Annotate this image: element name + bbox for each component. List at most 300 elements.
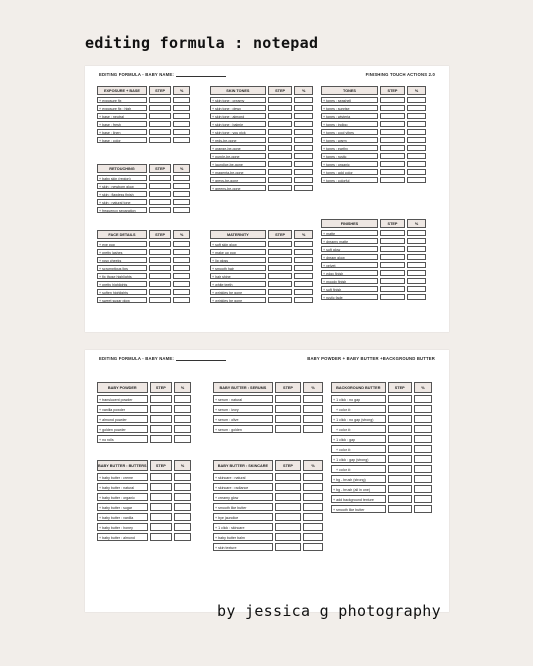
action-label: + 1 click : skincare <box>213 523 273 531</box>
formula-sheet-finishing-touch <box>85 66 449 332</box>
action-label: + tones : sunrise <box>321 105 378 111</box>
step-input-cell[interactable] <box>275 543 301 551</box>
step-input-cell[interactable] <box>149 137 171 143</box>
percent-input-cell[interactable] <box>173 249 190 255</box>
percent-input-cell[interactable] <box>173 199 190 205</box>
action-label: + base : linen <box>97 129 147 135</box>
step-input-cell[interactable] <box>149 175 171 181</box>
action-label: + base : fresh <box>97 121 147 127</box>
step-input-cell[interactable] <box>388 475 412 483</box>
step-input-cell[interactable] <box>149 113 171 119</box>
retouching-table <box>97 164 190 213</box>
action-label: + fix those highlights <box>97 273 147 279</box>
step-input-cell[interactable] <box>380 113 405 119</box>
step-input-cell[interactable] <box>150 513 173 521</box>
action-label: + exposure fix : high <box>97 105 147 111</box>
percent-input-cell[interactable] <box>414 505 432 513</box>
percent-input-cell[interactable] <box>303 395 323 403</box>
action-label: + golden powder <box>97 425 148 433</box>
percent-input-cell[interactable] <box>407 177 426 183</box>
table-header-percent: % <box>173 86 190 95</box>
step-input-cell[interactable] <box>275 513 301 521</box>
action-label: + soften highlights <box>97 289 147 295</box>
tones-table <box>321 86 426 183</box>
percent-input-cell[interactable] <box>407 286 426 292</box>
percent-input-cell[interactable] <box>407 121 426 127</box>
action-label: + no rolls <box>97 435 148 443</box>
sheet-right-title: BABY POWDER + BABY BUTTER +BACKGROUND BUTTER <box>307 356 435 361</box>
action-label: + skin tone : balmie <box>210 121 266 127</box>
step-input-cell[interactable] <box>268 129 293 135</box>
percent-input-cell[interactable] <box>173 121 190 127</box>
table-header-title: BABY BUTTER : SERUMS <box>213 382 273 393</box>
step-input-cell[interactable] <box>149 273 171 279</box>
table-header-title: BABY POWDER <box>97 382 148 393</box>
table-header-percent: % <box>414 382 432 393</box>
step-input-cell[interactable] <box>380 238 405 244</box>
step-input-cell[interactable] <box>275 483 301 491</box>
percent-input-cell[interactable] <box>407 278 426 284</box>
percent-input-cell[interactable] <box>294 281 313 287</box>
percent-input-cell[interactable] <box>294 161 313 167</box>
percent-input-cell[interactable] <box>294 113 313 119</box>
step-input-cell[interactable] <box>275 425 301 433</box>
action-label: + smooth like butter <box>331 505 386 513</box>
percent-input-cell[interactable] <box>174 483 191 491</box>
percent-input-cell[interactable] <box>173 297 190 303</box>
action-label: + base : neutral <box>97 113 147 119</box>
step-input-cell[interactable] <box>149 199 171 205</box>
percent-input-cell[interactable] <box>174 425 191 433</box>
byline: by jessica g photography <box>217 602 441 620</box>
step-input-cell[interactable] <box>149 105 171 111</box>
percent-input-cell[interactable] <box>407 238 426 244</box>
skincare-table <box>213 460 323 551</box>
step-input-cell[interactable] <box>388 465 412 473</box>
percent-input-cell[interactable] <box>407 153 426 159</box>
step-input-cell[interactable] <box>380 161 405 167</box>
action-label: + serum : golden <box>213 425 273 433</box>
percent-input-cell[interactable] <box>294 137 313 143</box>
step-input-cell[interactable] <box>275 523 301 531</box>
step-input-cell[interactable] <box>268 281 293 287</box>
action-label: + frequency separation <box>97 207 147 213</box>
percent-input-cell[interactable] <box>173 129 190 135</box>
percent-input-cell[interactable] <box>414 425 432 433</box>
formula-sheet-baby-butter <box>85 350 449 612</box>
table-header-step: STEP <box>149 86 171 95</box>
table-header-percent: % <box>174 382 191 393</box>
step-input-cell[interactable] <box>150 483 173 491</box>
table-header-percent: % <box>303 460 323 471</box>
maternity-table <box>210 230 313 303</box>
action-label: + 1 click : no gap <box>331 395 386 403</box>
percent-input-cell[interactable] <box>294 153 313 159</box>
step-input-cell[interactable] <box>150 533 173 541</box>
step-input-cell[interactable] <box>275 405 301 413</box>
action-label: + serum : ivory <box>213 405 273 413</box>
percent-input-cell[interactable] <box>174 435 191 443</box>
action-label: + skin tone : creamy <box>210 97 266 103</box>
table-header-percent: % <box>294 86 313 95</box>
percent-input-cell[interactable] <box>414 475 432 483</box>
percent-input-cell[interactable] <box>173 183 190 189</box>
action-label: + tones : cool vibes <box>321 129 378 135</box>
action-label: + wrinkles be gone <box>210 297 266 303</box>
step-input-cell[interactable] <box>388 445 412 453</box>
percent-input-cell[interactable] <box>303 473 323 481</box>
percent-input-cell[interactable] <box>407 246 426 252</box>
step-input-cell[interactable] <box>150 435 173 443</box>
step-input-cell[interactable] <box>149 97 171 103</box>
percent-input-cell[interactable] <box>294 265 313 271</box>
step-input-cell[interactable] <box>268 113 293 119</box>
percent-input-cell[interactable] <box>407 161 426 167</box>
action-label: + scrumptious lips <box>97 265 147 271</box>
action-label: + skin : flawless finish <box>97 191 147 197</box>
step-input-cell[interactable] <box>149 191 171 197</box>
percent-input-cell[interactable] <box>294 257 313 263</box>
step-input-cell[interactable] <box>388 505 412 513</box>
step-input-cell[interactable] <box>268 121 293 127</box>
action-label: + tones : wisteria <box>321 113 378 119</box>
step-input-cell[interactable] <box>150 493 173 501</box>
action-label: + bg - brush (strong) <box>331 475 386 483</box>
sheet-left-title: EDITING FORMULA - BABY NAME: <box>99 72 174 77</box>
action-label: + bg - brush (all in one) <box>331 485 386 493</box>
step-input-cell[interactable] <box>268 273 293 279</box>
percent-input-cell[interactable] <box>294 97 313 103</box>
sheet-name-field <box>99 356 226 361</box>
percent-input-cell[interactable] <box>173 105 190 111</box>
percent-input-cell[interactable] <box>407 270 426 276</box>
percent-input-cell[interactable] <box>294 249 313 255</box>
action-label: + 1 click : no gap (strong) <box>331 415 386 423</box>
step-input-cell[interactable] <box>380 137 405 143</box>
percent-input-cell[interactable] <box>303 523 323 531</box>
action-label: + baby skin (region) <box>97 175 147 181</box>
step-input-cell[interactable] <box>275 395 301 403</box>
percent-input-cell[interactable] <box>303 483 323 491</box>
step-input-cell[interactable] <box>150 425 173 433</box>
action-label: + skincare : natural <box>213 473 273 481</box>
percent-input-cell[interactable] <box>173 281 190 287</box>
table-header-percent: % <box>407 86 426 95</box>
face-table <box>97 230 190 303</box>
action-label: + tones : colorful <box>321 177 378 183</box>
percent-input-cell[interactable] <box>173 137 190 143</box>
action-label: + translucent powder <box>97 395 148 403</box>
percent-input-cell[interactable] <box>414 435 432 443</box>
percent-input-cell[interactable] <box>173 191 190 197</box>
step-input-cell[interactable] <box>150 395 173 403</box>
finishes-table <box>321 219 426 300</box>
step-input-cell[interactable] <box>268 297 293 303</box>
step-input-cell[interactable] <box>388 425 412 433</box>
action-label: + pretty lashes <box>97 249 147 255</box>
percent-input-cell[interactable] <box>173 257 190 263</box>
action-label: + sweet sugar glow <box>97 297 147 303</box>
percent-input-cell[interactable] <box>414 455 432 463</box>
page-title: editing formula : notepad <box>85 34 319 52</box>
percent-input-cell[interactable] <box>407 254 426 260</box>
step-input-cell[interactable] <box>380 286 405 292</box>
action-label: + exposure fix <box>97 97 147 103</box>
table-header-title: EXPOSURE + BASE <box>97 86 147 95</box>
percent-input-cell[interactable] <box>414 445 432 453</box>
action-label: + baby butter : vanilla <box>97 513 148 521</box>
step-input-cell[interactable] <box>388 405 412 413</box>
step-input-cell[interactable] <box>149 207 171 213</box>
step-input-cell[interactable] <box>380 169 405 175</box>
step-input-cell[interactable] <box>275 533 301 541</box>
action-label: + reds-be-gone <box>210 137 266 143</box>
action-label: + 1 click : gap (strong) <box>331 455 386 463</box>
step-input-cell[interactable] <box>388 415 412 423</box>
step-input-cell[interactable] <box>149 249 171 255</box>
action-label: + dream glow <box>321 254 378 260</box>
step-input-cell[interactable] <box>150 415 173 423</box>
percent-input-cell[interactable] <box>294 121 313 127</box>
percent-input-cell[interactable] <box>174 473 191 481</box>
percent-input-cell[interactable] <box>294 273 313 279</box>
step-input-cell[interactable] <box>380 153 405 159</box>
table-header-percent: % <box>173 230 190 239</box>
percent-input-cell[interactable] <box>294 177 313 183</box>
table-header-percent: % <box>174 460 191 471</box>
percent-input-cell[interactable] <box>173 113 190 119</box>
step-input-cell[interactable] <box>268 153 293 159</box>
percent-input-cell[interactable] <box>414 415 432 423</box>
percent-input-cell[interactable] <box>407 230 426 236</box>
step-input-cell[interactable] <box>268 169 293 175</box>
step-input-cell[interactable] <box>380 294 405 300</box>
action-label: + baby butter : sugar <box>97 503 148 511</box>
step-input-cell[interactable] <box>149 241 171 247</box>
percent-input-cell[interactable] <box>414 495 432 503</box>
step-input-cell[interactable] <box>149 297 171 303</box>
table-header-step: STEP <box>275 382 301 393</box>
action-label: + tones : warm <box>321 137 378 143</box>
step-input-cell[interactable] <box>150 405 173 413</box>
percent-input-cell[interactable] <box>173 273 190 279</box>
percent-input-cell[interactable] <box>294 129 313 135</box>
table-header-step: STEP <box>275 460 301 471</box>
action-label: + serum : natural <box>213 395 273 403</box>
action-label: + baby butter : honey <box>97 523 148 531</box>
percent-input-cell[interactable] <box>303 425 323 433</box>
action-label: + skin tone : almond <box>210 113 266 119</box>
action-label: + color #: <box>331 405 386 413</box>
name-line[interactable] <box>176 357 226 361</box>
action-label: + tones : organic <box>321 161 378 167</box>
step-input-cell[interactable] <box>380 270 405 276</box>
step-input-cell[interactable] <box>380 105 405 111</box>
action-label: + baby butter : organic <box>97 493 148 501</box>
percent-input-cell[interactable] <box>173 241 190 247</box>
step-input-cell[interactable] <box>149 121 171 127</box>
step-input-cell[interactable] <box>388 455 412 463</box>
action-label: + skin : natural tone <box>97 199 147 205</box>
step-input-cell[interactable] <box>380 97 405 103</box>
step-input-cell[interactable] <box>380 230 405 236</box>
step-input-cell[interactable] <box>268 177 293 183</box>
percent-input-cell[interactable] <box>173 175 190 181</box>
percent-input-cell[interactable] <box>294 289 313 295</box>
action-label: + skin : newborn glow <box>97 183 147 189</box>
step-input-cell[interactable] <box>150 503 173 511</box>
table-header-percent: % <box>294 230 313 239</box>
percent-input-cell[interactable] <box>174 503 191 511</box>
step-input-cell[interactable] <box>388 485 412 493</box>
percent-input-cell[interactable] <box>407 169 426 175</box>
percent-input-cell[interactable] <box>174 395 191 403</box>
step-input-cell[interactable] <box>380 278 405 284</box>
action-label: + color #: <box>331 445 386 453</box>
step-input-cell[interactable] <box>149 183 171 189</box>
percent-input-cell[interactable] <box>407 294 426 300</box>
action-label: + tones : earthy <box>321 145 378 151</box>
percent-input-cell[interactable] <box>414 405 432 413</box>
step-input-cell[interactable] <box>268 241 293 247</box>
step-input-cell[interactable] <box>388 395 412 403</box>
action-label: + 1 click : gap <box>331 435 386 443</box>
action-label: + soft glow <box>321 246 378 252</box>
percent-input-cell[interactable] <box>414 465 432 473</box>
step-input-cell[interactable] <box>275 473 301 481</box>
percent-input-cell[interactable] <box>294 105 313 111</box>
action-label: + moody finish <box>321 278 378 284</box>
step-input-cell[interactable] <box>380 246 405 252</box>
step-input-cell[interactable] <box>275 493 301 501</box>
step-input-cell[interactable] <box>149 129 171 135</box>
percent-input-cell[interactable] <box>303 513 323 521</box>
action-label: + smooth hair <box>210 265 266 271</box>
percent-input-cell[interactable] <box>303 415 323 423</box>
percent-input-cell[interactable] <box>303 533 323 541</box>
percent-input-cell[interactable] <box>173 207 190 213</box>
action-label: + make up pop <box>210 249 266 255</box>
percent-input-cell[interactable] <box>303 405 323 413</box>
action-label: + base : color <box>97 137 147 143</box>
table-header-step: STEP <box>388 382 412 393</box>
action-label: + tones : seashell <box>321 97 378 103</box>
step-input-cell[interactable] <box>380 254 405 260</box>
table-header-step: STEP <box>150 382 173 393</box>
percent-input-cell[interactable] <box>407 97 426 103</box>
percent-input-cell[interactable] <box>294 297 313 303</box>
step-input-cell[interactable] <box>380 121 405 127</box>
percent-input-cell[interactable] <box>173 265 190 271</box>
step-input-cell[interactable] <box>380 129 405 135</box>
action-label: + creamy glow <box>213 493 273 501</box>
percent-input-cell[interactable] <box>407 262 426 268</box>
step-input-cell[interactable] <box>388 435 412 443</box>
action-label: + pretty highlights <box>97 281 147 287</box>
step-input-cell[interactable] <box>149 289 171 295</box>
action-label: + velvet <box>321 262 378 268</box>
step-input-cell[interactable] <box>268 137 293 143</box>
percent-input-cell[interactable] <box>174 523 191 531</box>
step-input-cell[interactable] <box>268 97 293 103</box>
percent-input-cell[interactable] <box>173 97 190 103</box>
action-label: + white teeth <box>210 281 266 287</box>
percent-input-cell[interactable] <box>174 533 191 541</box>
sheet-left-title: EDITING FORMULA - BABY NAME: <box>99 356 174 361</box>
percent-input-cell[interactable] <box>174 405 191 413</box>
step-input-cell[interactable] <box>380 177 405 183</box>
action-label: + jaundice-be-gone <box>210 161 266 167</box>
percent-input-cell[interactable] <box>294 169 313 175</box>
action-label: + rustic fade <box>321 294 378 300</box>
percent-input-cell[interactable] <box>407 129 426 135</box>
step-input-cell[interactable] <box>150 523 173 531</box>
action-label: + add background texture <box>331 495 386 503</box>
action-label: + rosy cheeks <box>97 257 147 263</box>
action-label: + eye pop <box>97 241 147 247</box>
action-label: + dreamy matte <box>321 238 378 244</box>
step-input-cell[interactable] <box>268 185 293 191</box>
percent-input-cell[interactable] <box>407 137 426 143</box>
percent-input-cell[interactable] <box>407 145 426 151</box>
step-input-cell[interactable] <box>268 145 293 151</box>
percent-input-cell[interactable] <box>174 513 191 521</box>
percent-input-cell[interactable] <box>174 493 191 501</box>
step-input-cell[interactable] <box>268 249 293 255</box>
percent-input-cell[interactable] <box>414 485 432 493</box>
percent-input-cell[interactable] <box>294 241 313 247</box>
percent-input-cell[interactable] <box>174 415 191 423</box>
action-label: + purple-be-gone <box>210 153 266 159</box>
action-label: + soft skin glow <box>210 241 266 247</box>
percent-input-cell[interactable] <box>294 185 313 191</box>
percent-input-cell[interactable] <box>414 395 432 403</box>
step-input-cell[interactable] <box>268 161 293 167</box>
step-input-cell[interactable] <box>380 145 405 151</box>
percent-input-cell[interactable] <box>303 543 323 551</box>
step-input-cell[interactable] <box>380 262 405 268</box>
step-input-cell[interactable] <box>268 265 293 271</box>
step-input-cell[interactable] <box>268 105 293 111</box>
step-input-cell[interactable] <box>388 495 412 503</box>
action-label: + edgy finish <box>321 270 378 276</box>
step-input-cell[interactable] <box>268 257 293 263</box>
table-header-step: STEP <box>268 86 293 95</box>
step-input-cell[interactable] <box>268 289 293 295</box>
step-input-cell[interactable] <box>150 473 173 481</box>
action-label: + tones : add color <box>321 169 378 175</box>
percent-input-cell[interactable] <box>294 145 313 151</box>
table-header-step: STEP <box>150 460 173 471</box>
action-label: + wrinkles be gone <box>210 289 266 295</box>
step-input-cell[interactable] <box>149 265 171 271</box>
name-line[interactable] <box>176 73 226 77</box>
step-input-cell[interactable] <box>275 415 301 423</box>
step-input-cell[interactable] <box>275 503 301 511</box>
percent-input-cell[interactable] <box>303 493 323 501</box>
action-label: + baby butter : creme <box>97 473 148 481</box>
percent-input-cell[interactable] <box>407 113 426 119</box>
action-label: + baby butter : almond <box>97 533 148 541</box>
action-label: + skin texture <box>213 543 273 551</box>
step-input-cell[interactable] <box>149 257 171 263</box>
table-header-title: BACKGROUND BUTTER <box>331 382 386 393</box>
step-input-cell[interactable] <box>149 281 171 287</box>
table-header-title: BABY BUTTER : BUTTERS <box>97 460 148 471</box>
percent-input-cell[interactable] <box>407 105 426 111</box>
percent-input-cell[interactable] <box>173 289 190 295</box>
percent-input-cell[interactable] <box>303 503 323 511</box>
